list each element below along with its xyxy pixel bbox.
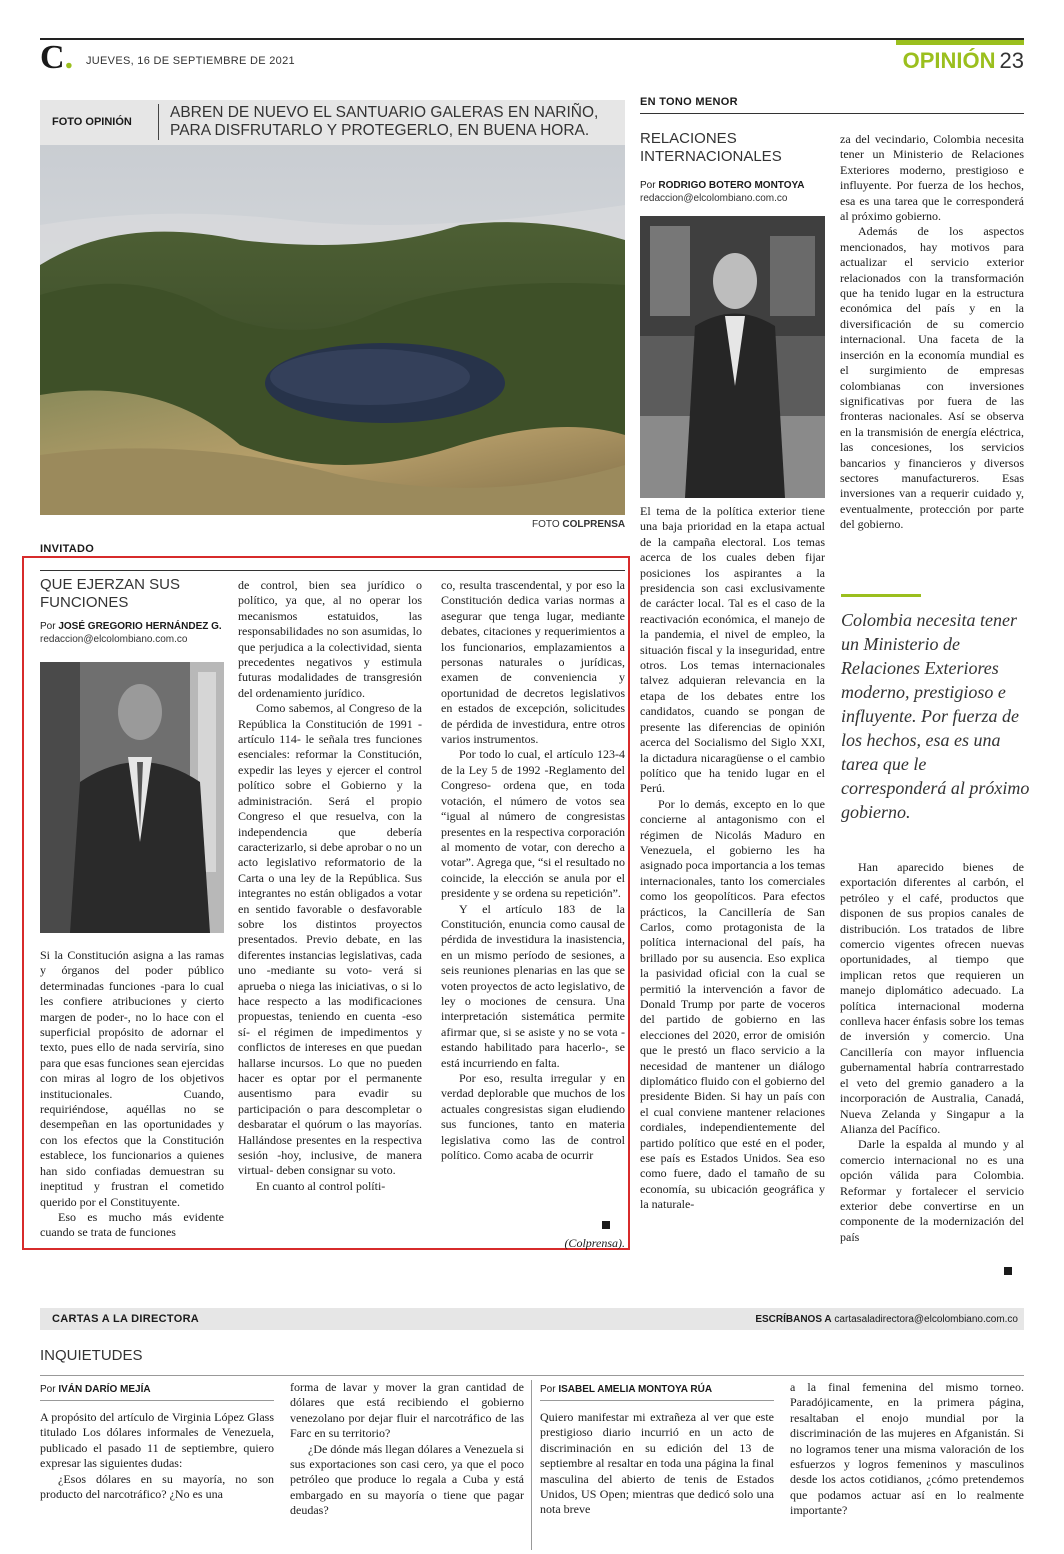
top-rule [40, 38, 1024, 40]
tono-menor-rule [640, 113, 1024, 114]
foto-opinion-title: ABREN DE NUEVO EL SANTUARIO GALERAS EN NARIÑO, PARA DISFRUTARLO Y PROTEGERLO, EN BUENA HORA. [170, 104, 599, 139]
letter1-rule [40, 1400, 274, 1401]
cartas-rule [40, 1375, 1024, 1376]
paragraph: co, resulta trascendental, y por eso la Constitución dedica varias normas a asegurar que tenga lugar, mediante debates, citaciones y requerimientos a los funcionarios, emplazamientos a personas naturales o jurídicas, examen de conveniencia y oportunidad de decretos legislativos en estados de excepción, solicitudes de pérdida de investidura, entre otros varios instrumentos. [441, 578, 625, 747]
tono-menor-email: redaccion@elcolombiano.com.co [640, 193, 788, 204]
paragraph: En cuanto al control políti- [256, 1178, 386, 1193]
pull-quote-accent [841, 594, 921, 597]
pull-quote: Colombia necesita tener un Ministerio de Relaciones Exteriores moderno, prestigioso e influyente. Por fuerza de los hechos, esa es una tarea que le corresponderá al próximo gobierno. [841, 610, 1030, 822]
foto-opinion-label: FOTO OPINIÓN [52, 116, 132, 128]
letter1-column-a [40, 1410, 274, 1550]
invitado-kicker: INVITADO [40, 543, 95, 555]
page-number: 23 [999, 48, 1024, 73]
cartas-headline: INQUIETUDES [40, 1347, 143, 1364]
tono-menor-column-2-bottom [840, 860, 1024, 1280]
letter2-byline: Por ISABEL AMELIA MONTOYA RÚA [540, 1384, 713, 1395]
letter2-column-a [540, 1410, 774, 1550]
column-divider [531, 1380, 532, 1550]
galeras-lagoon-photo [40, 145, 625, 515]
tono-menor-column-2-top [840, 132, 1024, 572]
invitado-byline: Por JOSÉ GREGORIO HERNÁNDEZ G. [40, 621, 222, 632]
paragraph: Por lo demás, excepto en lo que concierne al antagonismo con el régimen de Nicolás Maduro en Venezuela, el gobierno les ha asignado poca importancia a los temas internacionales, tanto los comerciales como los geopolíticos. Para efectos prácticos, la Cancillería de San Carlos, como protagonista de la política internacional del país, ha brillado por su ausencia. Eso explica la pasividad oficial con la cual se permitió la intervención a favor de Donald Trump por parte de voceros del partido de gobierno en las elecciones del 2020, error de omisión que le prestó un flaco servicio a la necesidad de mantener un diálogo diplomático fluido con el gobierno del presidente Biden. Si hay un país con el cual conviene mantener relaciones cordiales, independientemente del partido político que esté en el poder, ese país es Estados Unidos. Sea eso como fuere, dado el tamaño de su economía, su ubicación geográfica y la naturale- [640, 796, 825, 1212]
paragraph: Además de los aspectos mencionados, hay motivos para actualizar el servicio exterior relacionados con la transformación que ha tenido lugar en la estructura económica del país y en la diversificación de su comercio internacional. Una faceta de la inserción en la economía mundial es el surgimiento de empresas colombianas con inversiones significativas por fuera de las fronteras nacionales. Así se observa en la transmisión de energía eléctrica, las concesiones, los servicios bancarios y financieros y diversos sectores manufactureros. Esas inversiones van a requerir cuidado y, eventualmente, protección por parte del gobierno. [840, 224, 1024, 532]
letter1-column-b [290, 1380, 524, 1550]
paragraph: El tema de la política exterior tiene una baja prioridad en la etapa actual de la campaña electoral. Los temas acerca de los cuales deben fijar posiciones los aspirantes a la presidencia son casi exclusivamente de carácter local. Tal es el caso de la reactivación económica, el manejo de la pandemia, el nivel de empleo, la situación fiscal y la inseguridad, entre otros. Los temas internacionales talvez adquieran relevancia en la etapa de los debates entre los candidatos, cuando se pongan de presente las diferencias de opinión acerca del Socialismo del Siglo XXI, la dictadura nicaragüense o el cambio político que ha tenido lugar en el Perú. [640, 504, 825, 796]
paragraph: a la final femenina del mismo torneo. Paradójicamente, en la primera página, resaltaban el enojo mundial por la discriminación de las mujeres en Afganistán. Si no logramos tener una misma valoración de los esfuerzos y logros femeninos y masculinos desde los actos cotidianos, ¿cómo pretendemos que podamos actuar así en lo realmente importante? [790, 1380, 1024, 1518]
paragraph: A propósito del artículo de Virginia López Glass titulado Los dólares informales de Venezuela, publicado el pasado 11 de septiembre, quiero expresar las siguientes dudas: [40, 1410, 274, 1471]
paragraph: Han aparecido bienes de exportación diferentes al carbón, el petróleo y el café, productos que disponen de sus propios canales de distribución. Los tratados de libre comercio vigentes ofrecen nuevas oportunidades, al tiempo que implican retos que requieren un manejo diplomático adecuado. La política internacional moderna conlleva hacer énfasis sobre los temas de inversión y comercio. Una Cancillería con mayor influencia gubernamental habría contrarrestado el veto del gremio ganadero a la incorporación de Australia, Canadá, Nueva Zelanda y Singapur a la Alianza del Pacífico. [840, 860, 1024, 1136]
invitado-headline: QUE EJERZAN SUS FUNCIONES [40, 576, 181, 611]
paragraph: Eso es mucho más evidente cuando se trata de funciones [40, 1209, 224, 1240]
letter2-rule [540, 1400, 774, 1401]
paragraph: Si la Constitución asigna a las ramas y órganos del poder público determinadas funciones -para lo cual les confiere atribuciones y cierto margen de poder-, no lo hace con el superficial propósito de adornar el texto, pues ello de nada serviría, sino para que esas funciones sean ejercidas con miras al logro de los objetivos institucionales. Cuando, requiriéndose, aquéllas no se desempeñan en las oportunidades y con los efectos que la Constitución establece, los funcionarios a quienes han sido confiadas demuestran su ineptitud y frustran el cometido querido por el Constituyente. [40, 948, 224, 1209]
paragraph: forma de lavar y mover la gran cantidad de dólares que está recibiendo el gobierno venezolano por dejar fluir el narcotráfico de las Farc en su territorio? [290, 1380, 524, 1441]
paragraph: za del vecindario, Colombia necesita tener un Ministerio de Relaciones Exteriores moderno, prestigioso e influyente. Por fuerza de los hechos, esa es una tarea que le corresponderá al próximo gobierno. [840, 132, 1024, 224]
header-separator [158, 104, 159, 140]
author-photo-hernandez [40, 662, 224, 933]
end-mark [602, 1221, 610, 1229]
tono-menor-kicker: EN TONO MENOR [640, 96, 738, 108]
paragraph: Quiero manifestar mi extrañeza al ver que este prestigioso diario incurrió en un acto de discriminación en su edición del 13 de septiembre al resaltar en toda una página la final masculina del abierto de tenis de Estados Unidos, US Open; mientras que dedicó solo una nota breve [540, 1410, 774, 1517]
paragraph: Como sabemos, al Congreso de la República la Constitución de 1991 -artículo 114- le señala tres funciones esenciales: reformar la Constitución, expedir las leyes y ejercer el control político sobre el Gobierno y la administración. Será el propio Congreso el que resuelva, con la independencia que debería caracterizarlo, si debe aprobar o no un acto legislativo reformatorio de la Carta o una ley de la República. Sus integrantes no están obligados a votar en sentido favorable o desfavorable sobre los distintos proyectos presentados. Previo debate, en las diferentes instancias legislativas, cada uno -mediante su voto- verá si aprueba o niega las iniciativas, o si lo hace respecto a las modificaciones propuestas, teniendo en cuenta -eso sí- el régimen de impedimentos y conflictos de intereses en que puedan hallarse incursos. Lo que no pueden hacer es optar por el permanente ausentismo para evadir su participación o para descompletar o desbaratar el quórum o las mayorías. Hallándose presentes en la respectiva sesión -hoy, inclusive, de manera virtual- deben consignar su voto. [238, 701, 422, 1178]
photo-credit: FOTO COLPRENSA [532, 519, 626, 530]
author-photo-botero [640, 216, 825, 498]
invitado-email: redaccion@elcolombiano.com.co [40, 634, 188, 645]
tono-menor-column-1 [640, 504, 825, 1284]
invitado-column-3 [441, 578, 625, 1230]
section-accent-bar [896, 40, 1024, 45]
tono-menor-headline: RELACIONES INTERNACIONALES [640, 130, 782, 165]
issue-date: JUEVES, 16 DE SEPTIEMBRE DE 2021 [86, 55, 295, 67]
letter2-column-b [790, 1380, 1024, 1550]
paragraph: de control, bien sea jurídico o político, ya que, al no operar los mecanismos estatuidos, las responsabilidades no son asumidas, lo que perjudica a la colectividad, sienta precedentes negativos y estimula futuras modalidades de transgresión del ordenamiento jurídico. [238, 578, 422, 700]
paragraph: ¿Esos dólares en su mayoría, no son producto del narcotráfico? ¿No es una [40, 1471, 274, 1502]
cartas-contact: ESCRÍBANOS A cartasaladirectora@elcolombiano.com.co [755, 1314, 1018, 1325]
paragraph: Y el artículo 183 de la Constitución, enuncia como causal de pérdida de investidura la inasistencia, en un mismo período de sesiones, a seis reuniones plenarias en las que se voten proyectos de acto legislativo, de ley o mociones de censura. Una interpretación sistemática permite afirmar que, si se asiste y no se vota -estando habilitado para hacerlo-, se está incurriendo en falta. [441, 901, 625, 1070]
cartas-label: CARTAS A LA DIRECTORA [52, 1313, 200, 1325]
paragraph: Por eso, resulta irregular y en verdad deplorable que muchos de los actuales congresistas sigan eludiendo sus funciones, tanto en materia legislativa como las de control político. Como acaba de ocurrir [441, 1071, 625, 1163]
cartas-email[interactable]: cartasaladirectora@elcolombiano.com.co [834, 1314, 1018, 1325]
paragraph: Por todo lo cual, el artículo 123-4 de la Ley 5 de 1992 -Reglamento del Congreso- ordena que, en toda votación, el número de votos sea “igual al número de congresistas presentes en la respectiva corporación al momento de votar, con derecho a votar”. Agrega que, “si el resultado no coincide, la elección se anula por el presidente y se ordena su repetición”. [441, 747, 625, 901]
invitado-rule [40, 570, 625, 571]
paragraph: ¿De dónde más llegan dólares a Venezuela si sus exportaciones son casi cero, ya que el poco petróleo que produce lo regala a Cuba y está embargado en su mayoría o tiene que pagar deudas? [290, 1441, 524, 1518]
invitado-column-1 [40, 948, 224, 1248]
tono-menor-byline: Por RODRIGO BOTERO MONTOYA [640, 180, 805, 191]
paragraph: Darle la espalda al mundo y al comercio internacional no es una opción válida para Colombia. Reformar y fortalecer el servicio exterior debe convertirse en un componente de la modernización del país [840, 1137, 1024, 1244]
section-name: OPINIÓN [902, 48, 996, 73]
invitado-column-2 [238, 578, 422, 1250]
section-header [903, 48, 1024, 74]
newspaper-logo: C. [40, 39, 74, 76]
letter1-byline: Por IVÁN DARÍO MEJÍA [40, 1384, 151, 1395]
end-mark [1004, 1267, 1012, 1275]
invitado-source: (Colprensa). [564, 1236, 625, 1250]
